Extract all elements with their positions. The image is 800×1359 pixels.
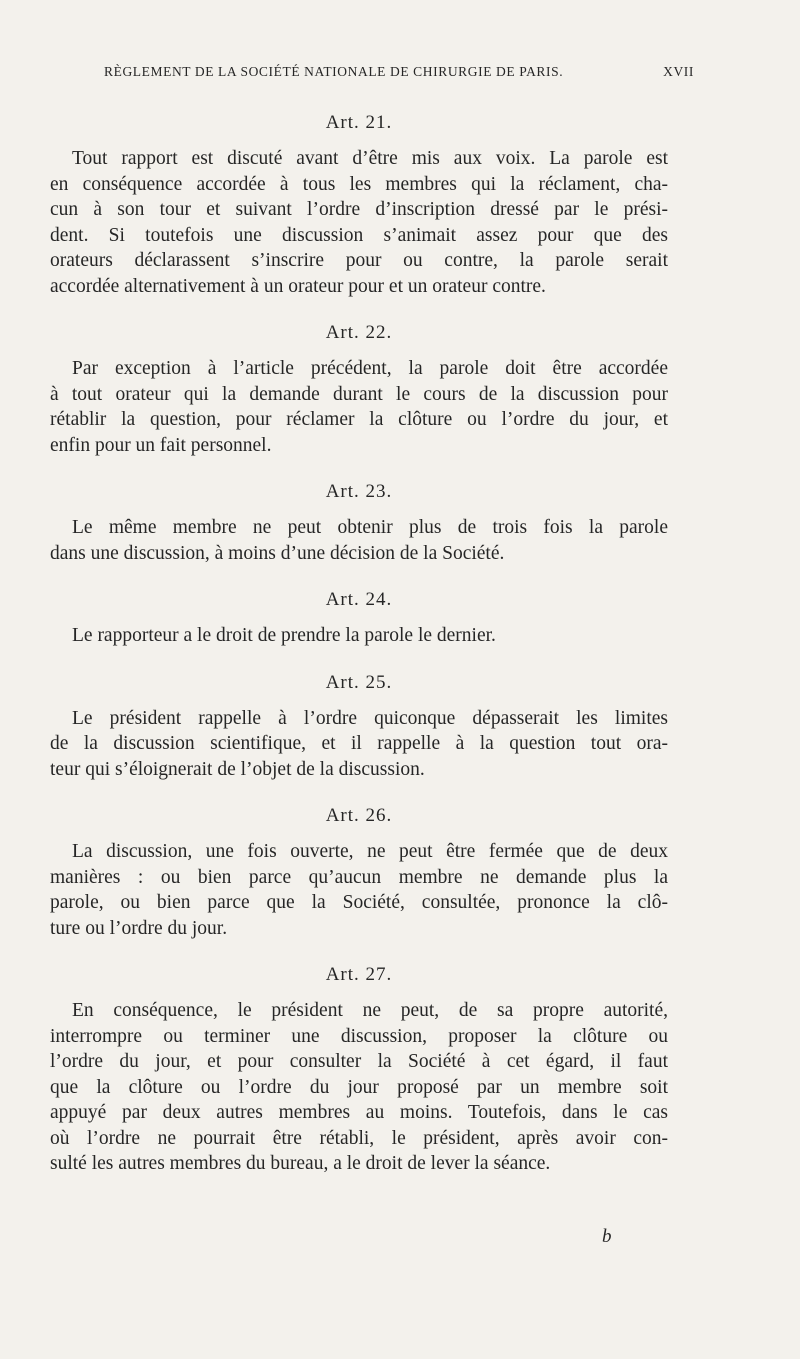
paragraph-line: appuyé par deux autres membres au moins. Toutefois, dans le cas: [50, 1102, 668, 1123]
article-heading: Art. 26.: [325, 805, 393, 826]
paragraph-line: parole, ou bien parce que la Société, consultée, prononce la clô-: [50, 892, 668, 913]
paragraph-line: Le rapporteur a le droit de prendre la parole le dernier.: [72, 625, 496, 646]
paragraph-line: l’ordre du jour, et pour consulter la Société à cet égard, il faut: [50, 1051, 668, 1072]
paragraph-line: accordée alternativement à un orateur pour et un orateur contre.: [50, 275, 546, 297]
article-26: [50, 801, 668, 941]
paragraph-line: cun à son tour et suivant l’ordre d’inscription dressé par le prési-: [50, 199, 668, 220]
article-24: [50, 585, 668, 649]
paragraph-line: teur qui s’éloignerait de l’objet de la discussion.: [50, 758, 425, 780]
paragraph-line: En conséquence, le président ne peut, de sa propre autorité,: [72, 1000, 668, 1021]
article-paragraph: [50, 998, 668, 1177]
paragraph-line: dans une discussion, à moins d’une décision de la Société.: [50, 542, 505, 564]
paragraph-line: La discussion, une fois ouverte, ne peut être fermée que de deux: [72, 841, 668, 862]
paragraph-line: en conséquence accordée à tous les membres qui la réclament, cha-: [50, 173, 668, 195]
paragraph-line: de la discussion scientifique, et il rappelle à la question tout ora-: [50, 733, 668, 754]
paragraph-line: que la clôture ou l’ordre du jour proposé par un membre soit: [50, 1076, 668, 1098]
paragraph-line: Tout rapport est discuté avant d’être mis aux voix. La parole est: [72, 148, 668, 169]
paragraph-line: ture ou l’ordre du jour.: [50, 917, 228, 939]
article-paragraph: [50, 623, 668, 649]
article-22: [50, 318, 668, 458]
paragraph-line: dent. Si toutefois une discussion s’animait assez pour que des: [50, 224, 668, 246]
article-heading: Art. 23.: [325, 481, 393, 502]
article-paragraph: [50, 146, 668, 299]
article-paragraph: [50, 356, 668, 458]
running-header: [104, 64, 694, 80]
paragraph-line: enfin pour un fait personnel.: [50, 434, 272, 456]
article-heading: Art. 27.: [325, 964, 393, 985]
paragraph-line: orateurs déclarassent s’inscrire pour ou contre, la parole serait: [50, 250, 668, 271]
article-heading: Art. 24.: [325, 589, 393, 610]
paragraph-line: Par exception à l’article précédent, la parole doit être accordée: [72, 358, 668, 379]
paragraph-line: interrompre ou terminer une discussion, proposer la clôture ou: [50, 1025, 668, 1047]
paragraph-line: sulté les autres membres du bureau, a le droit de lever la séance.: [50, 1153, 551, 1174]
article-heading: Art. 22.: [325, 322, 393, 343]
article-21: [50, 108, 668, 299]
article-paragraph: [50, 706, 668, 783]
signature-mark: b: [602, 1226, 612, 1247]
article-23: [50, 477, 668, 566]
article-paragraph: [50, 839, 668, 941]
page-number: XVII: [663, 64, 694, 79]
paragraph-line: Le même membre ne peut obtenir plus de trois fois la parole: [72, 517, 668, 538]
paragraph-line: où l’ordre ne pourrait être rétabli, le président, après avoir con-: [50, 1127, 668, 1149]
article-25: [50, 668, 668, 783]
article-heading: Art. 25.: [325, 671, 393, 693]
article-paragraph: [50, 515, 668, 566]
paragraph-line: à tout orateur qui la demande durant le cours de la discussion pour: [50, 383, 668, 405]
article-27: [50, 960, 668, 1177]
article-heading: Art. 21.: [325, 112, 393, 133]
paragraph-line: manières : ou bien parce qu’aucun membre ne demande plus la: [50, 866, 668, 888]
paragraph-line: rétablir la question, pour réclamer la clôture ou l’ordre du jour, et: [50, 409, 668, 430]
article-list: [50, 108, 668, 1196]
paragraph-line: Le président rappelle à l’ordre quiconque dépasserait les limites: [72, 707, 668, 729]
header-title: RÈGLEMENT DE LA SOCIÉTÉ NATIONALE DE CHIRURGIE DE PARIS.: [104, 64, 564, 79]
